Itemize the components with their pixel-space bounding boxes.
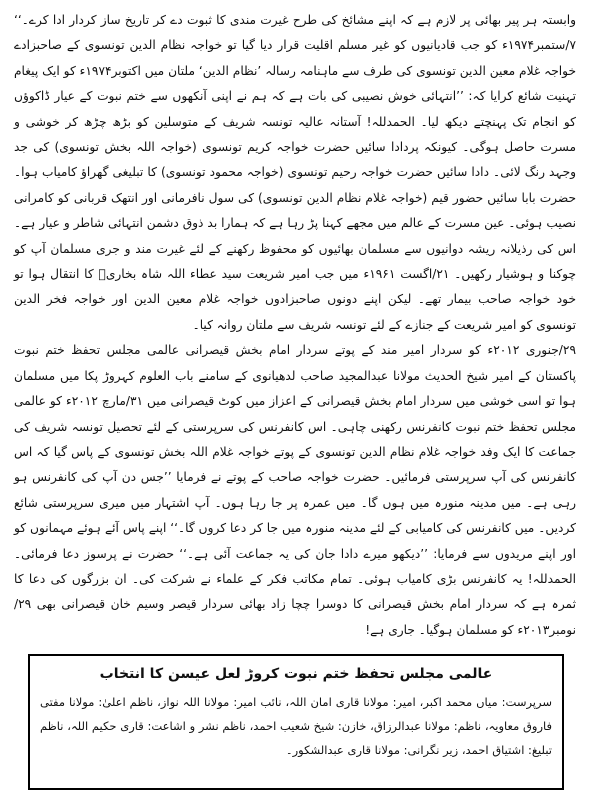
election-box-text: سرپرست: میاں محمد اکبر، امیر: مولانا قاری امان اللہ، نائب امیر: مولانا اللہ نواز، ناظم اعلیٰ: مولانا مفتی فاروق معاویہ، ناظم: مولانا عبدالرزاق، خازن: شیخ شعیب احمد، ناظم نشر و اشاعت: قاری حکیم اللہ، ناظم تبلیغ: اشتیاق احمد، زیر نگرانی: مولانا قاری عبدالشکور۔ [40,695,552,757]
article-paragraph-1: وابستہ ہر پیر بھائی پر لازم ہے کہ اپنے مشائخ کی طرح غیرت مندی کا ثبوت دے کر تاریخ ساز کردار ادا کرے۔‘‘ ۷/ستمبر۱۹۷۴ء کو جب قادیانیوں کو غیر مسلم اقلیت قرار دیا گیا تو خواجہ نظام الدین تونسوی کے صاحبزادے خواجہ غلام معین الدین تونسوی کی طرف سے ماہنامہ رسالہ ’نظام الدین‘ ملتان میں اکتوبر۱۹۷۴ء کو ایک پیغام تہنیت شائع کرایا کہ: ’’انتہائی خوش نصیبی کی بات ہے کہ ہم نے اپنی آنکھوں سے ختم نبوت کے عیار ڈاکوؤں کو انجام تک پہنچتے دیکھ لیا۔ الحمدللہ! آستانہ عالیہ تونسہ شریف کے متوسلین کو بڑھ چڑھ کر خوشی و مسرت حاصل ہوگی۔ کیونکہ پردادا سائیں حضرت خواجہ کریم تونسوی (خواجہ اللہ بخش تونسوی) کی جد وجہد رنگ لائی۔ دادا سائیں حضرت خواجہ رحیم تونسوی (خواجہ محمود تونسوی) کا تبلیغی گھراؤ کامیاب ہوا۔ حضرت بابا سائیں حضور قیم (خواجہ غلام نظام الدین تونسوی) کی سول نافرمانی اور انتھک قربانی کو کامرانی نصیب ہوئی۔ عین مسرت کے عالم میں مجھے کہنا پڑ رہا ہے کہ ہمارا بد ذوق دشمن انتہائی شاطر و عیار ہے۔ اس کی رذیلانہ ریشہ دوانیوں سے مسلمان بھائیوں کو محفوظ رکھنے کے لئے غیرت مند و جری مسلمان آپ کو چوکنا و ہوشیار رکھیں۔ ۲۱/اگست ۱۹۶۱ء میں جب امیر شریعت سید عطاء اللہ شاہ بخاریؒ کا انتقال ہوا تو خود خواجہ صاحب بیمار تھے۔ لیکن اپنے دونوں صاحبزادوں خواجہ غلام معین الدین اور خواجہ فخر الدین تونسوی کو امیر شریعت کے جنازے کے لئے تونسہ شریف سے ملتان روانہ کیا۔ [14,13,577,332]
article-paragraph-2: ۲۹/جنوری ۲۰۱۲ء کو سردار امیر مند کے پوتے سردار امام بخش قیصرانی عالمی مجلس تحفظ ختم نبوت پاکستان کے امیر شیخ الحدیث مولانا عبدالمجید صاحب لدھیانوی کے سامنے باب العلوم کہروڑ پکا میں مسلمان ہوا تو اسی خوشی میں سردار امام بخش قیصرانی کے اعزاز میں کوٹ قیصرانی میں ۳۱/مارچ ۲۰۱۲ء کو عالمی مجلس تحفظ ختم نبوت کانفرنس رکھنی چاہی۔ اس کانفرنس کی سرپرستی کے لئے تحصیل تونسہ شریف کی جماعت کا ایک وفد خواجہ غلام نظام الدین تونسوی کے پوتے خواجہ غلام اللہ بخش تونسوی کے پاس گیا کہ اس کانفرنس کی آپ سرپرستی فرمائیں۔ حضرت خواجہ صاحب کے پوتے نے فرمایا ’’جس دن آپ کی کانفرنس ہو رہی ہے۔ میں مدینہ منورہ میں ہوں گا۔ میں عمرہ پر جا رہا ہوں۔ آپ اشتہار میں میری سرپرستی شائع کردیں۔ میں کانفرنس کی کامیابی کے لئے مدینہ منورہ میں جا کر دعا کروں گا۔‘‘ اپنے پاس آئے ہوئے مہمانوں کو اور اپنے مریدوں سے فرمایا: ’’دیکھو میرے دادا جان کی یہ جماعت آئی ہے۔‘‘ حضرت نے پرسوز دعا فرمائی۔ الحمدللہ! یہ کانفرنس بڑی کامیاب ہوئی۔ تمام مکاتب فکر کے علماء نے شرکت کی۔ ان بزرگوں کی دعا کا ثمرہ ہے کہ سردار امام بخش قیصرانی کا دوسرا چچا زاد بھائی سردار قیصر وسیم خان قیصرانی بھی ۲۹/نومبر۲۰۱۳ء کو مسلمان ہوگیا۔ جاری ہے! [14,343,576,637]
election-announcement-box [28,654,564,790]
election-box-title: عالمی مجلس تحفظ ختم نبوت کروڑ لعل عیسن کا انتخاب [99,666,493,682]
